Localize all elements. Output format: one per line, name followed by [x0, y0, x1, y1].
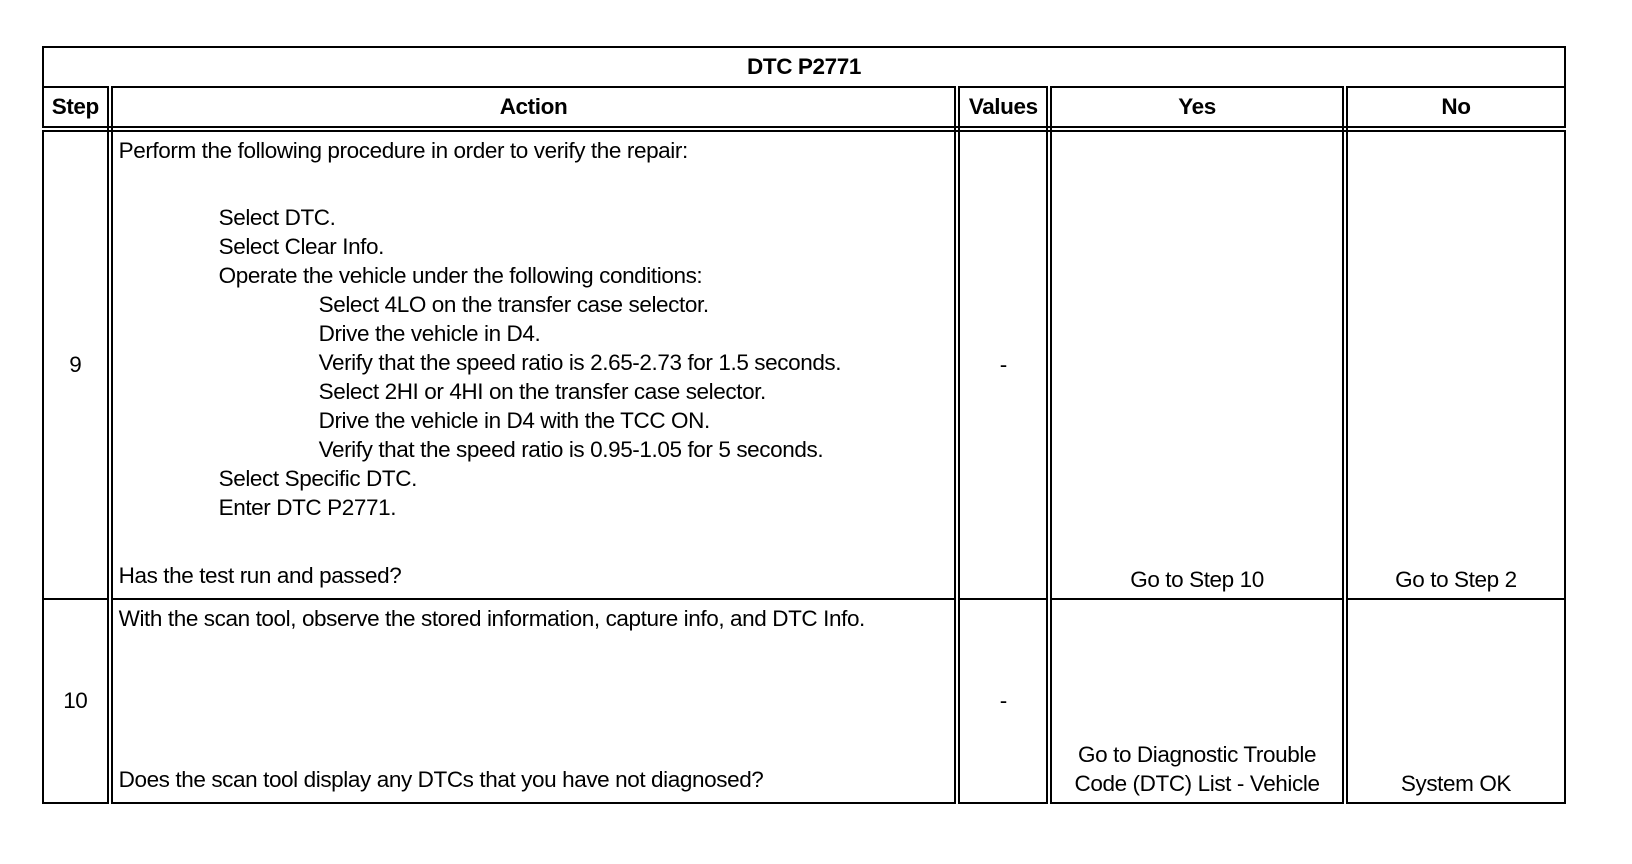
- list-item: Drive the vehicle in D4.: [318, 321, 541, 346]
- values-cell: -: [957, 599, 1049, 803]
- action-intro: With the scan tool, observe the stored information, capture info, and DTC Info.: [118, 606, 865, 631]
- header-values: Values: [957, 87, 1049, 129]
- yes-cell: [1049, 599, 1345, 803]
- step-number: 9: [43, 129, 110, 599]
- dtc-table: [42, 46, 1566, 804]
- step-number: 10: [43, 599, 110, 803]
- list-item: Select 4LO on the transfer case selector.: [318, 292, 709, 317]
- list-item: Verify that the speed ratio is 0.95-1.05 for 5 seconds.: [318, 437, 824, 462]
- list-item: Drive the vehicle in D4 with the TCC ON.: [318, 408, 710, 433]
- header-yes: Yes: [1049, 87, 1345, 129]
- list-item: Verify that the speed ratio is 2.65-2.73 for 1.5 seconds.: [318, 350, 842, 375]
- list-item: Select 2HI or 4HI on the transfer case selector.: [318, 379, 766, 404]
- action-cell: [110, 129, 958, 599]
- action-question: Does the scan tool display any DTCs that you have not diagnosed?: [118, 767, 764, 792]
- table-title-row: [43, 47, 1565, 87]
- no-cell: [1345, 129, 1565, 599]
- list-item: Enter DTC P2771.: [218, 495, 397, 520]
- no-text: System OK: [1400, 771, 1512, 796]
- header-step: Step: [43, 87, 110, 129]
- table-header-row: [43, 87, 1565, 129]
- no-cell: [1345, 599, 1565, 803]
- action-cell: [110, 599, 958, 803]
- action-question: Has the test run and passed?: [118, 563, 402, 588]
- header-no: No: [1345, 87, 1565, 129]
- table-row: [43, 599, 1565, 803]
- list-item: Select DTC.: [218, 205, 336, 230]
- values-cell: -: [957, 129, 1049, 599]
- action-list: [119, 203, 949, 522]
- list-item: Operate the vehicle under the following conditions:: [218, 263, 703, 288]
- list-item: Select Clear Info.: [218, 234, 384, 259]
- yes-text: Go to Diagnostic Trouble Code (DTC) List - Vehicle: [1074, 742, 1320, 796]
- yes-cell: [1049, 129, 1345, 599]
- yes-text: Go to Step 10: [1130, 567, 1264, 592]
- list-item: Select Specific DTC.: [218, 466, 417, 491]
- table-row: [43, 129, 1565, 599]
- header-action: Action: [110, 87, 958, 129]
- action-intro: Perform the following procedure in order to verify the repair:: [118, 138, 688, 163]
- table-title: DTC P2771: [43, 47, 1565, 87]
- no-text: Go to Step 2: [1395, 567, 1517, 592]
